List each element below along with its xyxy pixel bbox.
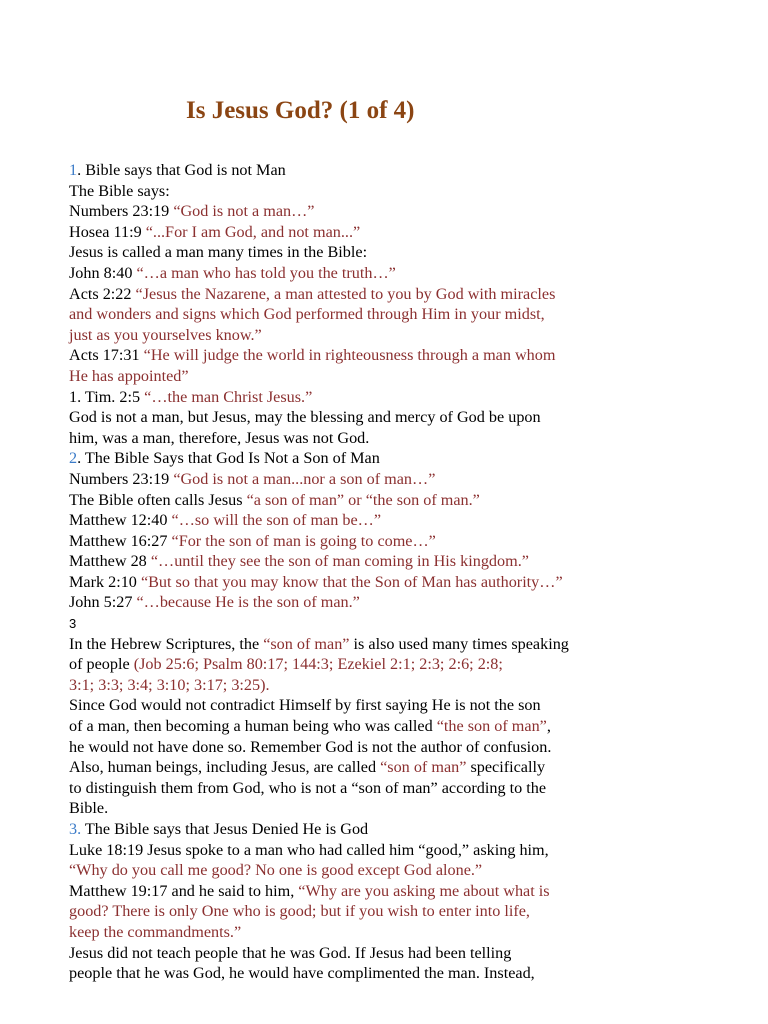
text-line [69, 263, 729, 284]
text-line [69, 922, 729, 943]
scripture-quote: “...For I am God, and not man...” [145, 222, 361, 241]
text-segment: Also, human beings, including Jesus, are called [69, 758, 381, 777]
document-title: Is Jesus God? (1 of 4) [186, 97, 415, 124]
scripture-quote: “…the man Christ Jesus.” [144, 387, 313, 406]
text-line [69, 695, 729, 716]
section-number: 3. [69, 820, 82, 838]
text-segment: of a man, then becoming a human being who was called [69, 717, 437, 736]
text-line [69, 160, 729, 181]
text-line [69, 387, 729, 408]
document-body [69, 160, 729, 984]
text-segment: 3 [69, 616, 77, 632]
text-line [69, 840, 729, 861]
scripture-quote: “…until they see the son of man coming in His kingdom.” [150, 552, 529, 571]
text-segment: Luke 18:19 Jesus spoke to a man who had called him “good,” asking him, [69, 840, 549, 859]
text-line [69, 943, 729, 964]
scripture-quote: “son of man” [380, 758, 467, 777]
text-segment: Jesus did not teach people that he was God. If Jesus had been telling [69, 943, 512, 962]
text-segment: Matthew 12:40 [69, 511, 172, 530]
scripture-quote: “He will judge the world in righteousness through a man whom [143, 346, 556, 365]
scripture-quote: “But so that you may know that the Son of Man has authority…” [140, 572, 563, 591]
text-line [69, 572, 729, 593]
text-segment: . The Bible Says that God Is Not a Son of Man [77, 449, 380, 468]
text-line [69, 242, 729, 263]
text-line [69, 407, 729, 428]
scripture-quote: “For the son of man is going to come…” [171, 531, 436, 550]
scripture-quote: keep the commandments.” [69, 922, 242, 941]
text-line [69, 222, 729, 243]
text-line [69, 654, 729, 675]
text-line [69, 304, 729, 325]
text-segment: The Bible often calls Jesus [69, 490, 247, 509]
scripture-quote: “Why do you call me good? No one is good except God alone.” [69, 861, 483, 880]
scripture-quote: He has appointed” [69, 366, 189, 385]
text-line [69, 901, 729, 922]
text-segment: of people [69, 655, 134, 674]
text-segment: Hosea 11:9 [69, 222, 146, 241]
text-segment: him, was a man, therefore, Jesus was not God. [69, 428, 370, 447]
section-number: 1 [69, 161, 78, 179]
text-segment: In the Hebrew Scriptures, the [69, 634, 264, 653]
text-segment: , [546, 717, 551, 736]
text-segment: Numbers 23:19 [69, 469, 174, 488]
text-line [69, 284, 729, 305]
text-segment: The Bible says: [69, 181, 170, 200]
scripture-quote: “God is not a man...nor a son of man…” [173, 469, 436, 488]
text-line [69, 531, 729, 552]
section-number: 2 [69, 449, 78, 468]
scripture-quote: good? There is only One who is good; but if you wish to enter into life, [69, 902, 530, 921]
scripture-quote: “…because He is the son of man.” [136, 593, 360, 612]
text-segment: Matthew 19:17 and he said to him, [69, 881, 299, 900]
text-segment: people that he was God, he would have complimented the man. Instead, [69, 964, 535, 983]
text-line [69, 551, 729, 572]
scripture-quote: (Job 25:6; Psalm 80:17; 144:3; Ezekiel 2:1; 2:3; 2:6; 2:8; [133, 655, 503, 674]
text-segment: God is not a man, but Jesus, may the blessing and mercy of God be upon [69, 408, 541, 427]
text-segment: The Bible says that Jesus Denied He is God [81, 820, 369, 838]
text-line [69, 778, 729, 799]
text-line [69, 860, 729, 881]
scripture-quote: “Why are you asking me about what is [298, 881, 550, 900]
text-line [69, 428, 729, 449]
text-segment: specifically [466, 758, 546, 777]
text-line [69, 345, 729, 366]
text-line [69, 819, 729, 840]
text-line [69, 448, 729, 469]
text-line [69, 798, 729, 819]
text-line [69, 757, 729, 778]
text-segment: he would not have done so. Remember God is not the author of confusion. [69, 737, 552, 756]
text-segment: Mark 2:10 [69, 572, 141, 591]
text-segment: to distinguish them from God, who is not a “son of man” according to the [69, 778, 547, 797]
text-line [69, 963, 729, 984]
text-line [69, 634, 729, 655]
text-segment: Numbers 23:19 [69, 202, 174, 221]
scripture-quote: “…so will the son of man be…” [171, 511, 382, 530]
text-segment: Bible. [69, 799, 109, 818]
text-line [69, 325, 729, 346]
text-line [69, 469, 729, 490]
scripture-quote: “…a man who has told you the truth…” [136, 263, 396, 282]
text-segment: John 8:40 [69, 263, 137, 282]
scripture-quote: “son of man” [263, 634, 350, 653]
text-line [69, 490, 729, 511]
text-segment: Acts 2:22 [69, 284, 136, 303]
text-line [69, 181, 729, 202]
text-line [69, 592, 729, 613]
scripture-quote: “Jesus the Nazarene, a man attested to you by God with miracles [135, 284, 556, 303]
text-segment: 1 [69, 387, 78, 406]
scripture-quote: and wonders and signs which God performed through Him in your midst, [69, 305, 545, 324]
text-line [69, 675, 729, 696]
text-line [69, 510, 729, 531]
text-segment: Matthew 16:27 [69, 531, 172, 550]
scripture-quote: “God is not a man…” [173, 202, 315, 221]
scripture-quote: “a son of man” or “the son of man.” [246, 490, 480, 509]
text-segment: John 5:27 [69, 593, 137, 612]
text-line [69, 201, 729, 222]
text-line [69, 737, 729, 758]
text-segment: Jesus is called a man many times in the Bible: [69, 243, 368, 262]
text-line [69, 366, 729, 387]
text-line [69, 613, 729, 634]
text-segment: . Tim. 2:5 [77, 387, 145, 406]
text-segment: Since God would not contradict Himself by first saying He is not the son [69, 696, 541, 715]
text-segment: is also used many times speaking [349, 634, 569, 653]
scripture-quote: just as you yourselves know.” [69, 325, 262, 344]
text-segment: Acts 17:31 [69, 346, 144, 365]
scripture-quote: 3:1; 3:3; 3:4; 3:10; 3:17; 3:25). [69, 675, 270, 694]
text-line [69, 716, 729, 737]
text-segment: Matthew 28 [69, 552, 151, 571]
text-segment: . Bible says that God is not Man [77, 161, 286, 179]
text-line [69, 881, 729, 902]
scripture-quote: “the son of man” [436, 717, 547, 736]
